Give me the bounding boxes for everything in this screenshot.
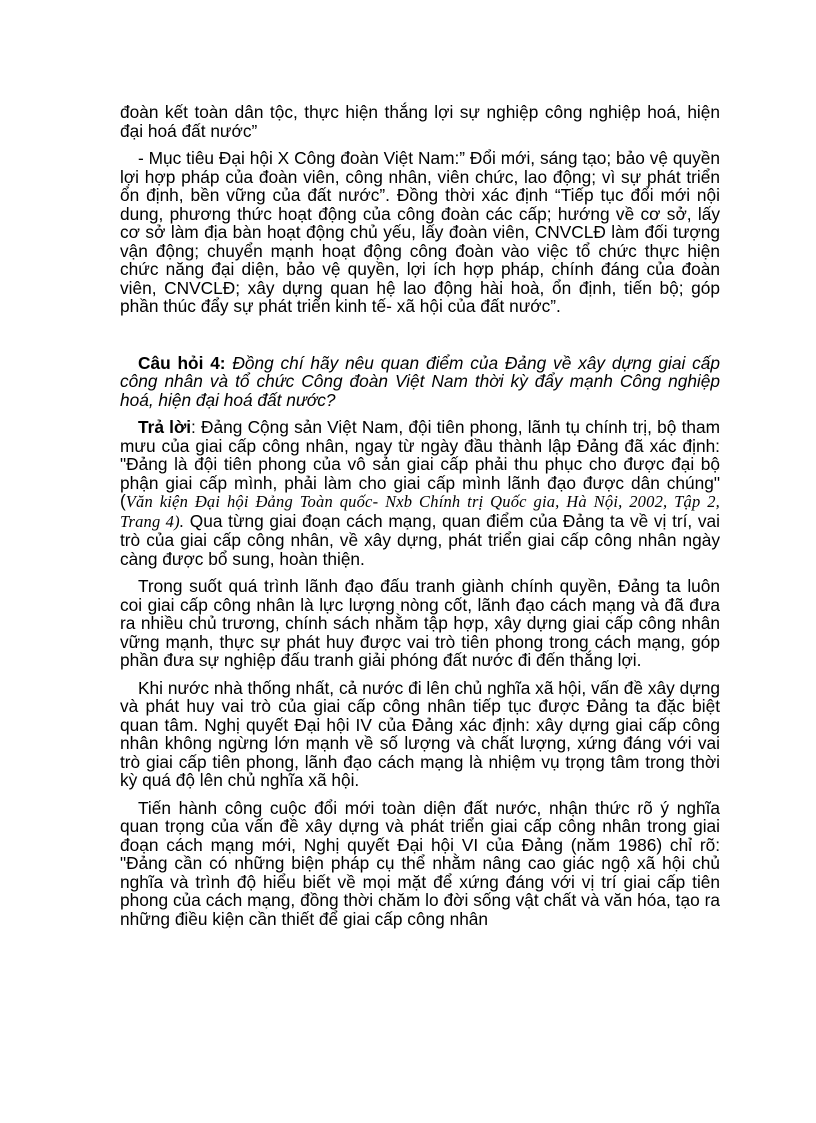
answer-paragraph [120, 418, 720, 568]
citation: Văn kiện Đại hội Đảng Toàn quốc- Nxb Chính trị Quốc gia, Hà Nội, 2002, Tập 2, Trang 4). [120, 492, 720, 531]
answer-text-2: Qua từng giai đoạn cách mạng, quan điểm của Đảng ta về vị trí, vai trò của giai cấp công nhân, về xây dựng, phát triển giai cấp công nhân ngày càng được bổ sung, hoàn thiện. [120, 510, 721, 569]
paragraph-union-congress-goal: - Mục tiêu Đại hội X Công đoàn Việt Nam:” Đổi mới, sáng tạo; bảo vệ quyền lợi hợp pháp của đoàn viên, công nhân, viên chức, lao động; vì sự phát triển ổn định, bền vững của đất nước”. Đồng thời xác định “Tiếp tục đổi mới nội dung, phương thức hoạt động của công đoàn các cấp; hướng về cơ sở, lấy cơ sở làm địa bàn hoạt động chủ yếu, lấy đoàn viên, CNVCLĐ làm đối tượng vận động; chuyển mạnh hoạt động công đoàn vào việc tổ chức thực hiện chức năng đại diện, bảo vệ quyền, lợi ích hợp pháp, chính đáng của đoàn viên, CNVCLĐ; xây dựng quan hệ lao động hài hoà, ổn định, tiến bộ; góp phần thúc đẩy sự phát triển kinh tế- xã hội của đất nước”. [120, 148, 720, 316]
question-4 [120, 354, 720, 410]
paragraph-unification-period: Khi nước nhà thống nhất, cả nước đi lên chủ nghĩa xã hội, vấn đề xây dựng và phát huy vai trò của giai cấp công nhân tiếp tục được Đảng ta đặc biệt quan tâm. Nghị quyết Đại hội IV của Đảng xác định: xây dựng giai cấp công nhân không ngừng lớn mạnh về số lượng và chất lượng, xứng đáng với vai trò giai cấp tiên phong, lãnh đạo cách mạng là nhiệm vụ trọng tâm trong thời kỳ quá độ lên chủ nghĩa xã hội. [120, 677, 720, 790]
question-label: Câu hỏi 4: [138, 352, 226, 373]
paragraph-struggle-period: Trong suốt quá trình lãnh đạo đấu tranh giành chính quyền, Đảng ta luôn coi giai cấp công nhân là lực lượng nòng cốt, lãnh đạo cách mạng và đã đưa ra nhiều chủ trương, chính sách nhằm tập hợp, xây dựng giai cấp công nhân vững mạnh, thực sự phát huy được vai trò tiên phong trong cách mạng, góp phần đưa sự nghiệp đấu tranh giải phóng đất nước đi đến thắng lợi. [120, 576, 720, 670]
answer-label: Trả lời [138, 417, 192, 437]
answer-text-1: : Đảng Cộng sản Việt Nam, đội tiên phong, lãnh tụ chính trị, bộ tham mưu của giai cấp công nhân, ngay từ ngày đầu thành lập Đảng đã xác định: "Đảng là đội tiên phong của vô sản giai cấp phải thu phục cho được đại bộ phận giai cấp mình, phải làm cho giai cấp mình lãnh đạo được dân chúng" ( [120, 417, 720, 511]
document-page [120, 103, 720, 928]
paragraph-continuation: đoàn kết toàn dân tộc, thực hiện thắng lợi sự nghiệp công nghiệp hoá, hiện đại hoá đất nước” [120, 102, 720, 141]
paragraph-renovation-period: Tiến hành công cuộc đổi mới toàn diện đất nước, nhận thức rõ ý nghĩa quan trọng của vấn đề xây dựng và phát triển giai cấp công nhân trong giai đoạn cách mạng mới, Nghị quyết Đại hội VI của Đảng (năm 1986) chỉ rõ: "Đảng cần có những biện pháp cụ thể nhằm nâng cao giác ngộ xã hội chủ nghĩa và trình độ hiểu biết về mọi mặt để xứng đáng với vị trí giai cấp tiên phong của cách mạng, đồng thời chăm lo đời sống vật chất và văn hóa, tạo ra những điều kiện cần thiết để giai cấp công nhân [120, 797, 720, 929]
question-text: Đồng chí hãy nêu quan điểm của Đảng về xây dựng giai cấp công nhân và tổ chức Công đoàn Việt Nam thời kỳ đẩy mạnh Công nghiệp hoá, hiện đại hoá đất nước? [120, 352, 720, 410]
